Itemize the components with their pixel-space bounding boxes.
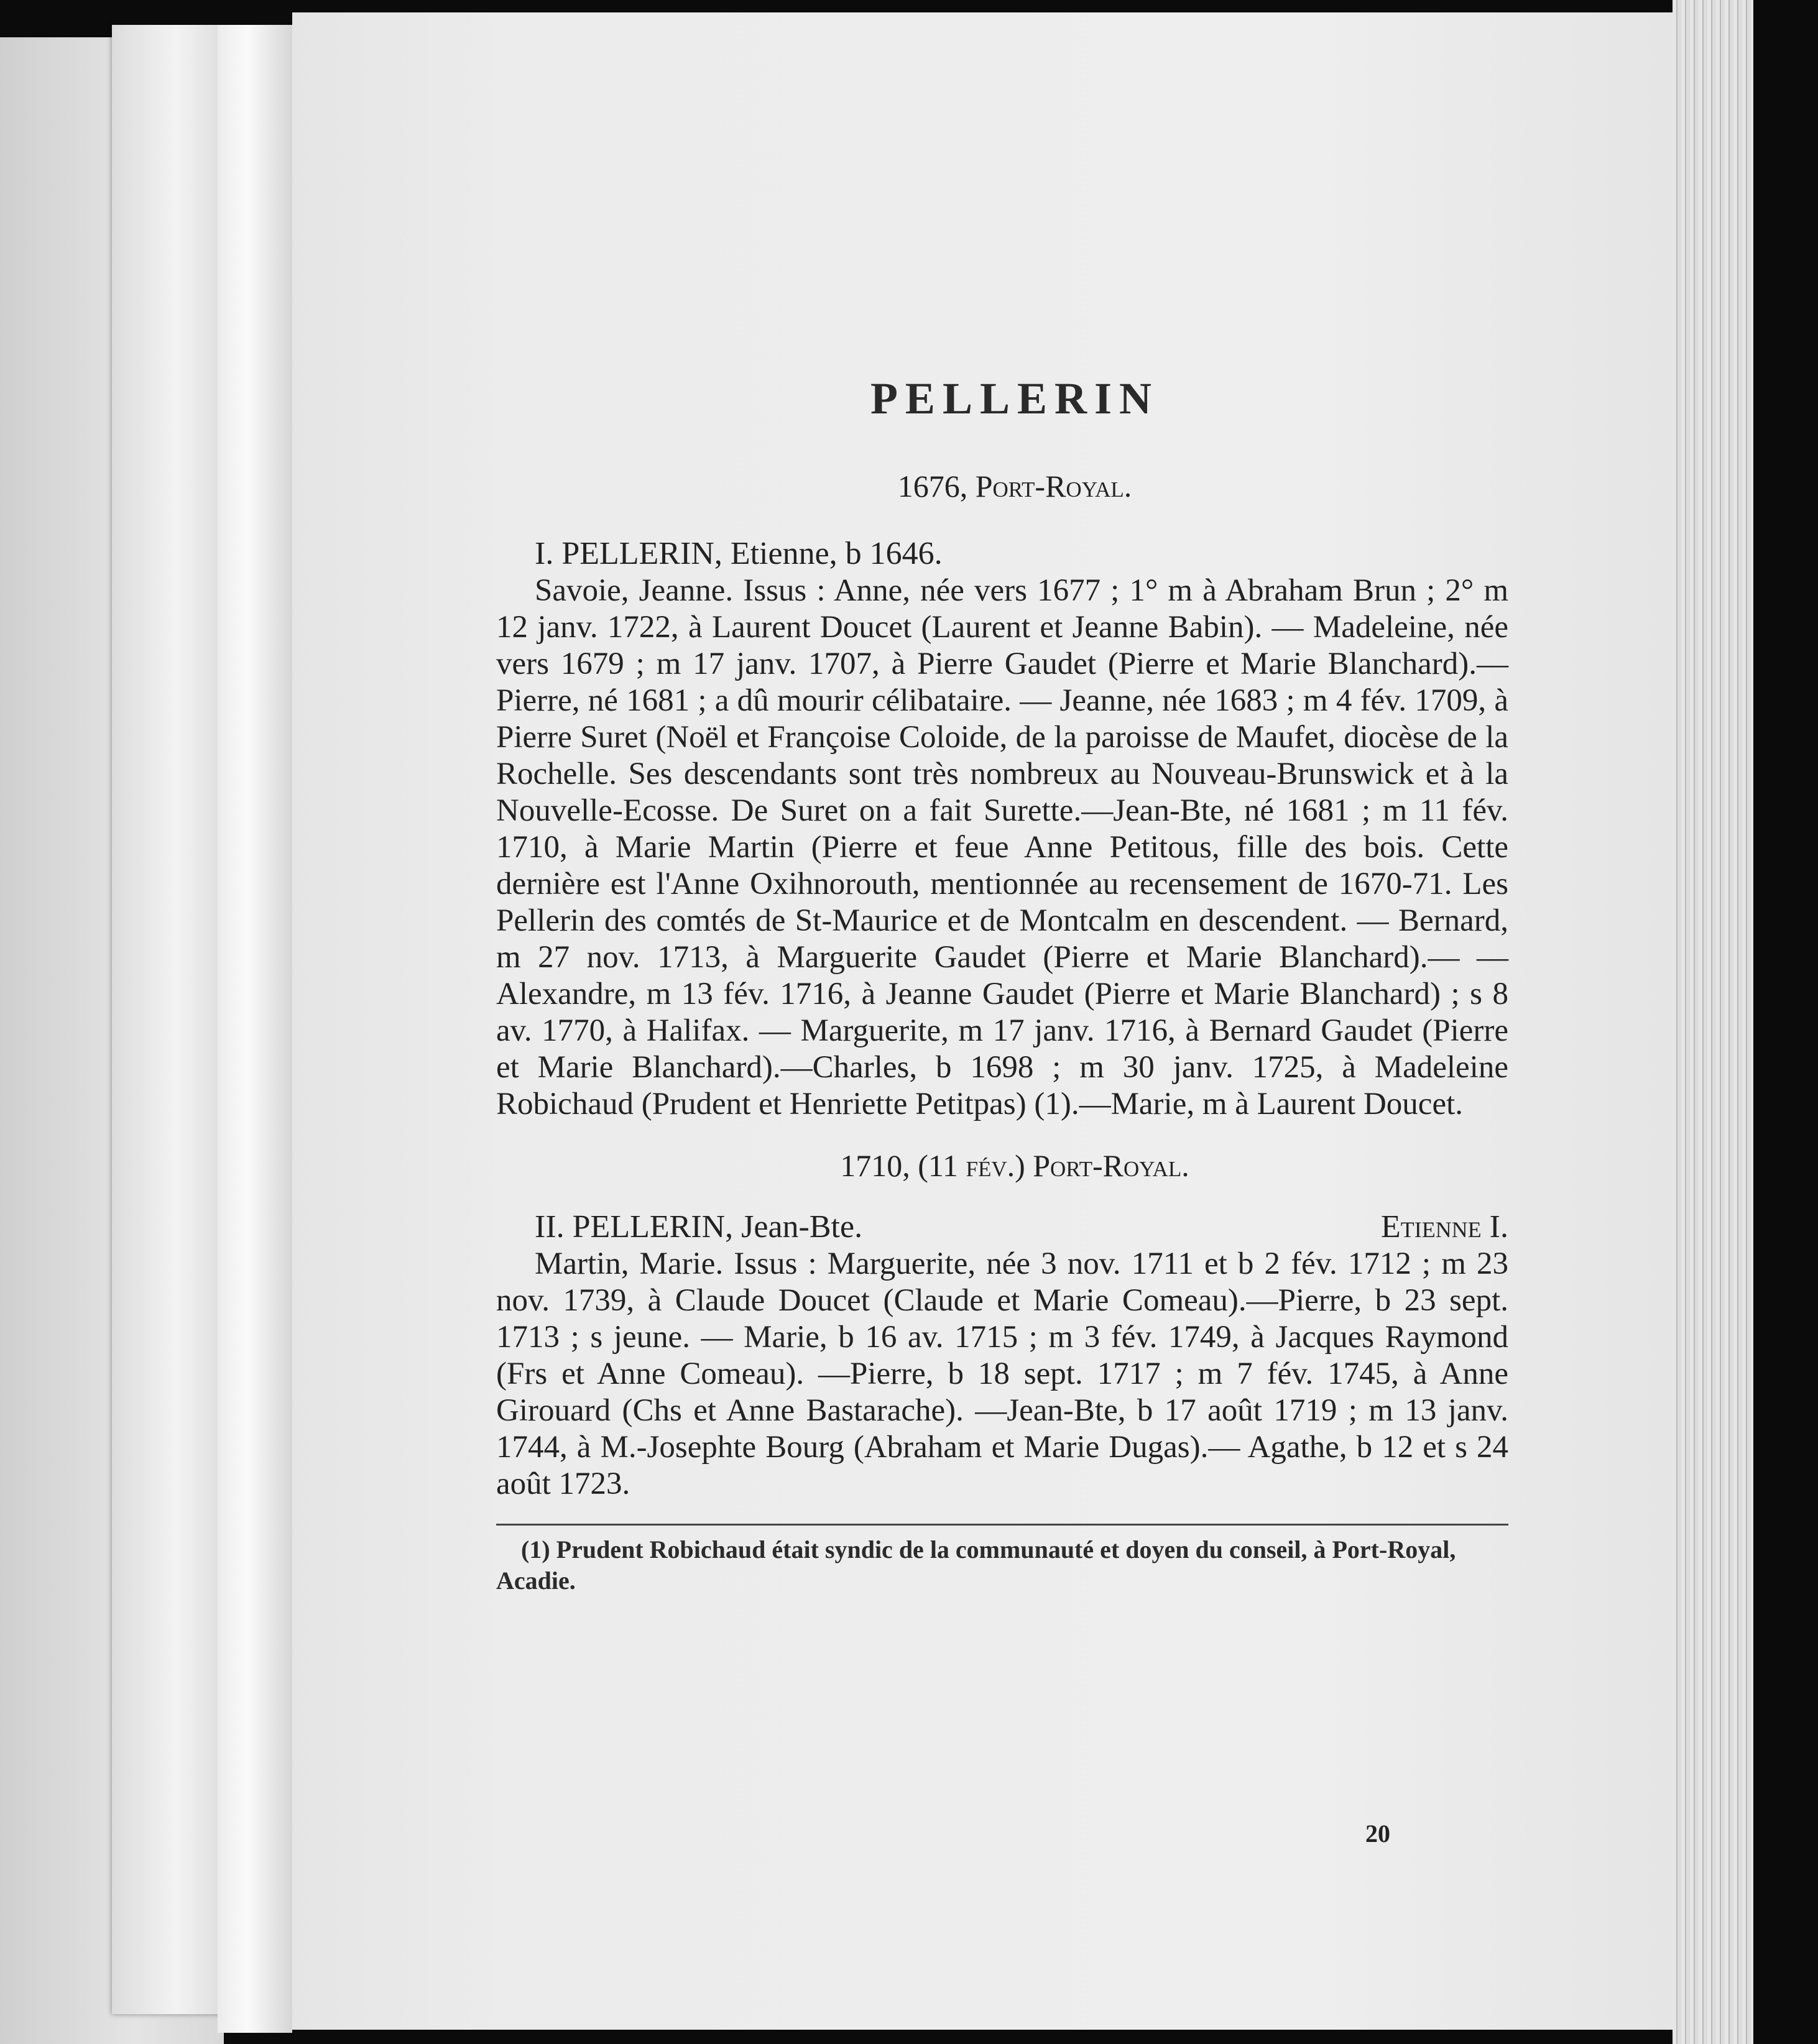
section-place-2: 1710, (11 fév.) Port-Royal.	[840, 1148, 1189, 1183]
text-block	[496, 373, 1508, 1596]
page-stack-edge	[1673, 0, 1753, 2044]
footnote: (1) Prudent Robichaud était syndic de la communauté et doyen du conseil, à Port-Royal, Acadie.	[496, 1535, 1456, 1595]
entry-heading-1: I. PELLERIN, Etienne, b 1646.	[535, 536, 943, 571]
entry-heading-2-name: II. PELLERIN, Jean-Bte.	[535, 1209, 863, 1245]
entry-body-1: Savoie, Jeanne. Issus : Anne, née vers 1677 ; 1° m à Abraham Brun ; 2° m 12 janv. 1722, à Laurent Doucet (Laurent et Jeanne Babin). — Madeleine, née vers 1679 ; m 17 janv. 1707, à Pierre Gaudet (Pierre et Marie Blanchard).— Pierre, né 1681 ; a dû mourir célibataire. — Jeanne, née 1683 ; m 4 fév. 1709, à Pierre Suret (Noël et Françoise Coloide, de la paroisse de Maufet, diocèse de la Rochelle. Ses descendants sont très nombreux au Nouveau-Brunswick et à la Nouvelle-Ecosse. De Suret on a fait Surette.—Jean-Bte, né 1681 ; m 11 fév. 1710, à Marie Martin (Pierre et feue Anne Petitous, fille des bois. Cette dernière est l'Anne Oxihnorouth, mentionnée au recensement de 1670-71. Les Pellerin des comtés de St-Maurice et de Montcalm en descendent. — Bernard, m 27 nov. 1713, à Marguerite Gaudet (Pierre et Marie Blanchard).— —Alexandre, m 13 fév. 1716, à Jeanne Gaudet (Pierre et Marie Blanchard) ; s 8 av. 1770, à Halifax. — Marguerite, m 17 janv. 1716, à Bernard Gaudet (Pierre et Marie Blanchard).—Charles, b 1698 ; m 30 janv. 1725, à Madeleine Robichaud (Prudent et Henriette Petitpas) (1).—Marie, m à Laurent Doucet.	[496, 573, 1508, 1121]
entry-heading-2	[496, 1208, 1508, 1246]
page-title: PELLERIN	[870, 374, 1160, 423]
entry-body-2: Martin, Marie. Issus : Marguerite, née 3 nov. 1711 et b 2 fév. 1712 ; m 23 nov. 1739, à Claude Doucet (Claude et Marie Comeau).—Pierre, b 23 sept. 1713 ; s jeune. — Marie, b 16 av. 1715 ; m 3 fév. 1749, à Jacques Raymond (Frs et Anne Comeau). —Pierre, b 18 sept. 1717 ; m 7 fév. 1745, à Anne Girouard (Chs et Anne Bastarache). —Jean-Bte, b 17 août 1719 ; m 13 janv. 1744, à M.-Josephte Bourg (Abraham et Marie Dugas).— Agathe, b 12 et s 24 août 1723.	[496, 1246, 1508, 1501]
footnote-divider	[496, 1524, 1508, 1526]
book-gutter	[218, 25, 292, 2033]
section-place-1: 1676, Port-Royal.	[897, 469, 1132, 504]
page-number: 20	[1365, 1820, 1390, 1848]
scan-border	[1753, 0, 1818, 2044]
entry-heading-2-parent: Etienne I.	[1380, 1209, 1508, 1245]
